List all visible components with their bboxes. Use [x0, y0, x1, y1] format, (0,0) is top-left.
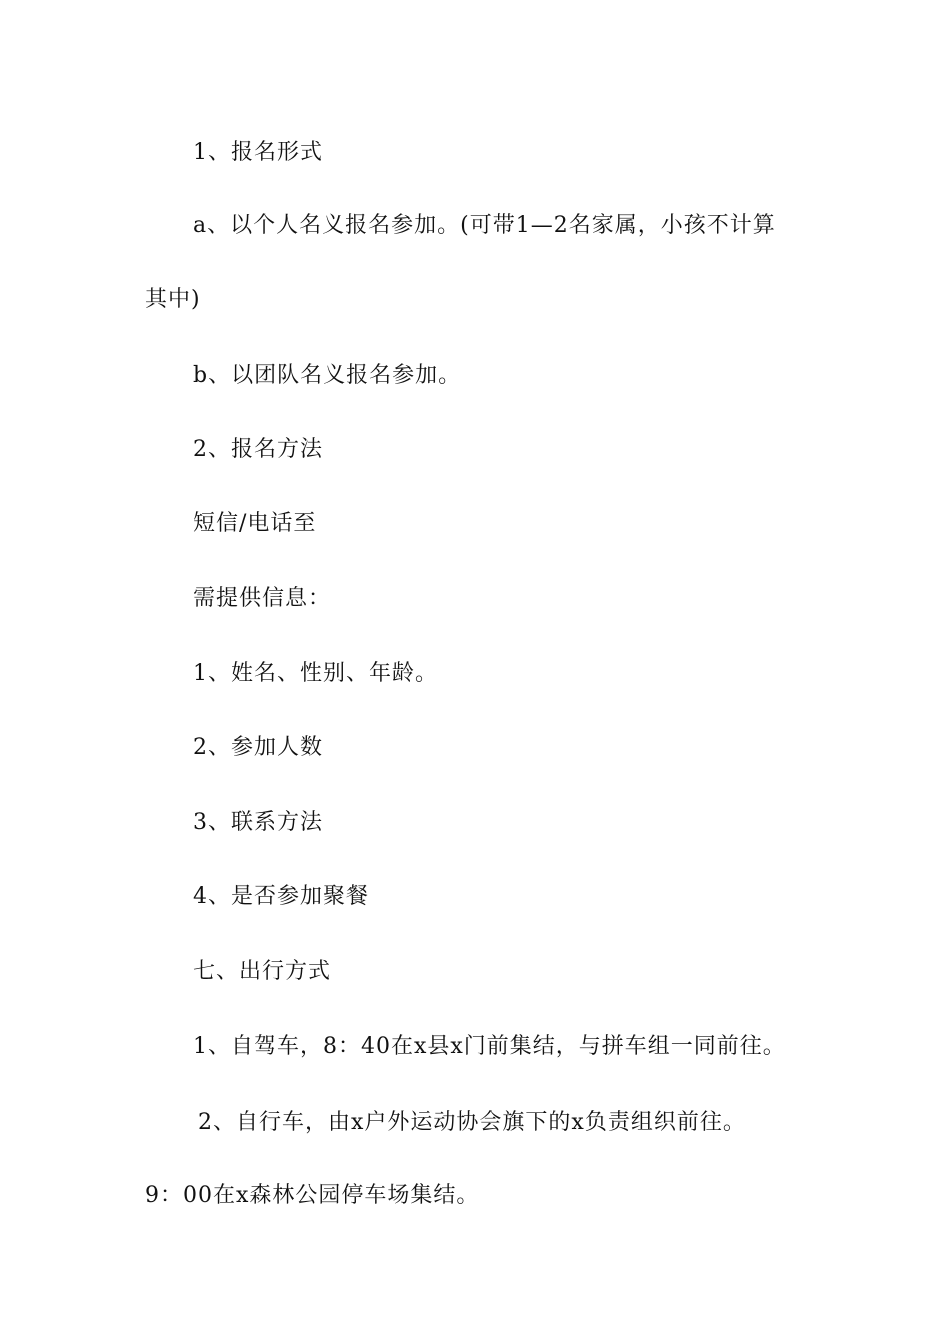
paragraph-line: 1、自驾车，8：40在x县x门前集结，与拼车组一同前往。: [193, 1034, 786, 1059]
list-item: 2、参加人数: [193, 735, 323, 760]
section-heading: 七、出行方式: [193, 959, 332, 984]
section-heading: 2、报名方法: [193, 437, 323, 462]
list-item: 1、姓名、性别、年龄。: [193, 661, 438, 686]
paragraph-line: 1、报名形式: [193, 140, 323, 165]
paragraph-line: b、以团队名义报名参加。: [193, 363, 462, 388]
paragraph-line: 需提供信息：: [193, 586, 332, 611]
paragraph-line: 其中): [145, 287, 201, 312]
paragraph-line: a、以个人名义报名参加。(可带1—2名家属，小孩不计算: [193, 213, 776, 238]
paragraph-line: 2、自行车，由x户外运动协会旗下的x负责组织前往。: [198, 1110, 746, 1135]
list-item: 4、是否参加聚餐: [193, 884, 369, 909]
list-item: 3、联系方法: [193, 810, 323, 835]
paragraph-line: 短信/电话至: [193, 511, 317, 536]
paragraph-line: 9：00在x森林公园停车场集结。: [145, 1183, 480, 1208]
